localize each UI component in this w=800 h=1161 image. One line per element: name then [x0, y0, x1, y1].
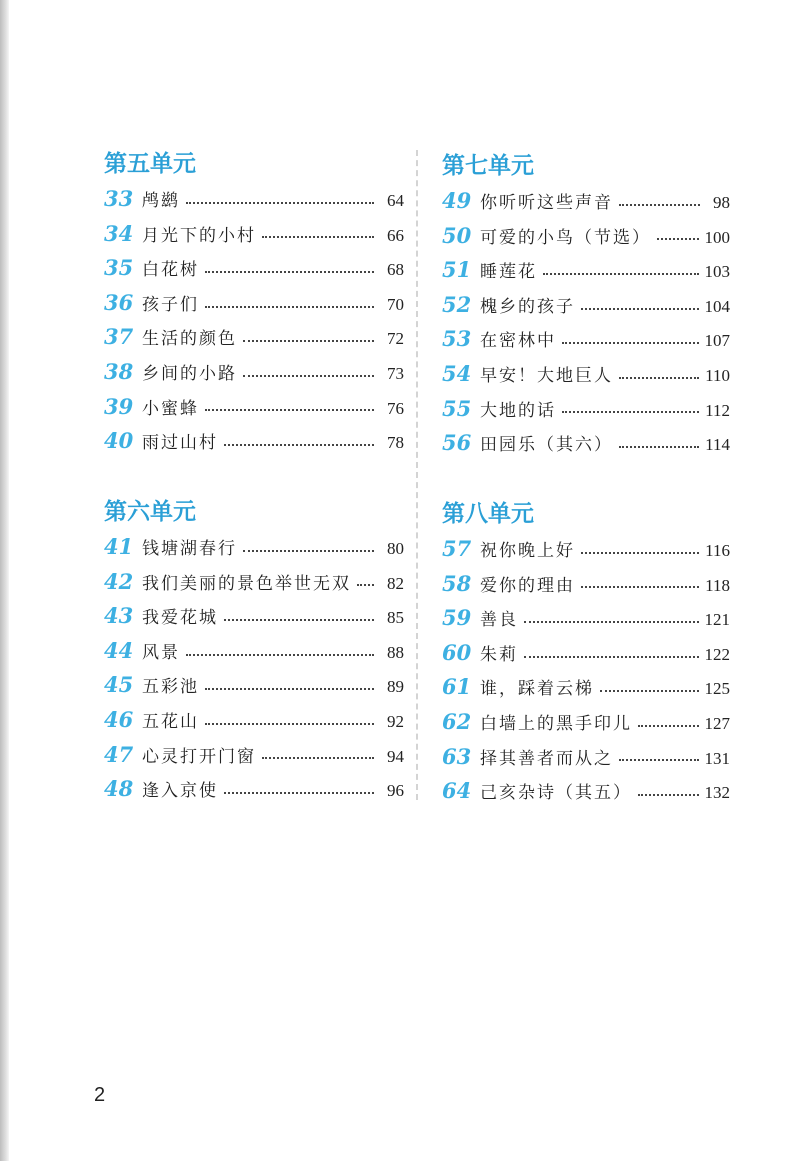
lesson-title: 乡间的小路: [142, 363, 237, 384]
dot-leader: [357, 583, 374, 586]
lesson-list: [442, 184, 730, 461]
dot-leader: [638, 724, 699, 727]
lesson-page: 82: [387, 573, 404, 593]
lesson-title: 善良: [480, 610, 518, 631]
lesson-number: 33: [104, 186, 134, 211]
lesson-title: 白花树: [142, 260, 199, 281]
lesson-title: 生活的颜色: [142, 329, 237, 350]
toc-entry: [442, 774, 730, 809]
toc-entry: [104, 634, 404, 669]
lesson-title: 你听听这些声音: [480, 193, 613, 213]
toc-entry: [104, 217, 404, 252]
lesson-title: 五花山: [142, 711, 199, 732]
lesson-page: 112: [705, 400, 730, 420]
toc-entry: [104, 251, 404, 286]
toc-entry: [104, 668, 404, 703]
lesson-number: 42: [104, 568, 134, 594]
lesson-number: 56: [442, 430, 472, 456]
lesson-number: 49: [442, 188, 472, 213]
lesson-page: 116: [705, 541, 730, 560]
dot-leader: [619, 376, 699, 379]
lesson-title: 田园乐（其六）: [480, 435, 613, 456]
dot-leader: [524, 620, 699, 623]
lesson-page: 92: [387, 711, 404, 731]
lesson-number: 47: [104, 741, 134, 767]
lesson-title: 五彩池: [142, 677, 199, 698]
lesson-number: 55: [442, 395, 472, 421]
lesson-page: 127: [704, 713, 730, 733]
lesson-page: 64: [387, 191, 404, 210]
lesson-title: 我爱花城: [142, 608, 218, 629]
lesson-page: 100: [704, 227, 730, 247]
toc-entry: [442, 357, 730, 392]
lesson-title: 白墙上的黑手印儿: [480, 713, 632, 734]
dot-leader: [619, 203, 700, 206]
dot-leader: [243, 374, 374, 377]
lesson-page: 96: [387, 781, 404, 801]
lesson-number: 60: [442, 639, 472, 665]
dot-leader: [205, 270, 374, 273]
toc-entry: [104, 565, 404, 600]
dot-leader: [657, 237, 699, 240]
dot-leader: [186, 201, 374, 204]
toc-entry: [104, 286, 404, 321]
lesson-page: 68: [387, 260, 404, 280]
lesson-title: 雨过山村: [142, 433, 218, 454]
lesson-title: 逢入京使: [142, 781, 218, 802]
lesson-page: 94: [387, 746, 404, 766]
lesson-title: 爱你的理由: [480, 575, 575, 596]
lesson-number: 38: [104, 358, 134, 384]
unit-title: 第五单元: [104, 151, 196, 177]
toc-entry: [104, 320, 404, 355]
lesson-title: 在密林中: [480, 331, 556, 352]
lesson-page: 131: [704, 748, 730, 768]
toc-entry: [104, 355, 404, 390]
toc-entry: [442, 567, 730, 602]
lesson-number: 37: [104, 324, 134, 350]
lesson-title: 择其善者而从之: [480, 748, 613, 769]
lesson-title: 可爱的小鸟（节选）: [480, 227, 651, 248]
lesson-number: 34: [104, 220, 134, 246]
toc-entry: [442, 740, 730, 775]
dot-leader: [619, 445, 699, 448]
toc-entry: [104, 182, 404, 217]
toc-entry: [442, 322, 730, 357]
lesson-title: 睡莲花: [480, 262, 537, 283]
lesson-number: 43: [104, 603, 134, 629]
lesson-title: 槐乡的孩子: [480, 296, 575, 317]
toc-entry: [104, 738, 404, 773]
lesson-title: 大地的话: [480, 400, 556, 421]
dot-leader: [581, 307, 699, 310]
lesson-number: 36: [104, 289, 134, 315]
unit-7-section: [442, 150, 730, 461]
dot-leader: [243, 339, 374, 342]
lesson-number: 45: [104, 672, 134, 698]
toc-entry: [442, 636, 730, 671]
lesson-list: [442, 532, 730, 809]
lesson-page: 70: [387, 294, 404, 314]
lesson-title: 钱塘湖春行: [142, 539, 237, 559]
lesson-number: 46: [104, 706, 134, 732]
lesson-page: 107: [704, 331, 730, 351]
lesson-page: 104: [704, 296, 730, 316]
lesson-page: 76: [387, 398, 404, 418]
lesson-number: 64: [442, 778, 472, 804]
toc-entry: [442, 288, 730, 323]
dot-leader: [600, 689, 699, 692]
lesson-page: 80: [387, 539, 404, 558]
toc-entry: [104, 530, 404, 565]
dot-leader: [186, 653, 374, 656]
toc-entry: [442, 426, 730, 461]
lesson-page: 118: [705, 575, 730, 595]
dot-leader: [224, 791, 374, 794]
dot-leader: [262, 235, 374, 238]
lesson-title: 己亥杂诗（其五）: [480, 783, 632, 804]
lesson-title: 月光下的小村: [142, 225, 256, 246]
dot-leader: [524, 655, 699, 658]
unit-8-section: [442, 498, 730, 809]
lesson-title: 朱莉: [480, 644, 518, 665]
unit-title: 第八单元: [442, 501, 534, 527]
dot-leader: [581, 551, 699, 554]
lesson-number: 54: [442, 360, 472, 386]
lesson-page: 110: [705, 365, 730, 385]
dot-leader: [562, 341, 699, 344]
lesson-page: 89: [387, 677, 404, 697]
lesson-title: 早安！大地巨人: [480, 365, 613, 386]
column-divider: [416, 150, 418, 800]
toc-entry: [104, 424, 404, 459]
lesson-number: 39: [104, 393, 134, 419]
dot-leader: [581, 585, 699, 588]
dot-leader: [638, 793, 699, 796]
unit-title: 第七单元: [442, 153, 534, 179]
toc-entry: [104, 599, 404, 634]
lesson-page: 103: [704, 262, 730, 282]
dot-leader: [262, 756, 374, 759]
lesson-page: 114: [705, 435, 730, 455]
lesson-page: 66: [387, 225, 404, 245]
lesson-number: 44: [104, 637, 134, 663]
toc-entry: [104, 390, 404, 425]
lesson-number: 40: [104, 428, 134, 454]
lesson-title: 祝你晚上好: [480, 541, 575, 561]
dot-leader: [205, 305, 374, 308]
dot-leader: [205, 687, 374, 690]
lesson-title: 我们美丽的景色举世无双: [142, 573, 351, 594]
lesson-number: 50: [442, 222, 472, 248]
lesson-number: 62: [442, 708, 472, 734]
lesson-title: 鸬鹚: [142, 191, 180, 211]
lesson-title: 孩子们: [142, 294, 199, 315]
toc-entry: [442, 601, 730, 636]
lesson-page: 98: [713, 193, 730, 212]
lesson-number: 58: [442, 570, 472, 596]
dot-leader: [205, 408, 374, 411]
lesson-number: 57: [442, 536, 472, 561]
toc-entry: [104, 703, 404, 738]
lesson-number: 59: [442, 605, 472, 631]
lesson-number: 61: [442, 674, 472, 700]
toc-entry: [442, 532, 730, 567]
lesson-page: 121: [704, 610, 730, 630]
lesson-title: 心灵打开门窗: [142, 746, 256, 767]
dot-leader: [224, 443, 374, 446]
lesson-number: 41: [104, 534, 134, 559]
unit-6-section: [104, 496, 404, 807]
lesson-page: 85: [387, 608, 404, 628]
lesson-number: 48: [104, 776, 134, 802]
toc-entry: [442, 705, 730, 740]
lesson-number: 51: [442, 257, 472, 283]
lesson-list: [104, 530, 404, 807]
dot-leader: [562, 410, 699, 413]
unit-title: 第六单元: [104, 499, 196, 525]
lesson-number: 35: [104, 255, 134, 281]
toc-entry: [104, 772, 404, 807]
dot-leader: [619, 758, 699, 761]
lesson-number: 53: [442, 326, 472, 352]
toc-entry: [442, 184, 730, 219]
lesson-page: 88: [387, 642, 404, 662]
dot-leader: [224, 618, 374, 621]
lesson-page: 122: [704, 644, 730, 664]
lesson-page: 132: [704, 783, 730, 803]
dot-leader: [205, 722, 374, 725]
toc-entry: [442, 392, 730, 427]
lesson-list: [104, 182, 404, 459]
dot-leader: [543, 272, 699, 275]
lesson-number: 52: [442, 291, 472, 317]
lesson-page: 73: [387, 363, 404, 383]
toc-entry: [442, 253, 730, 288]
lesson-page: 72: [387, 329, 404, 349]
lesson-title: 小蜜蜂: [142, 398, 199, 419]
toc-entry: [442, 219, 730, 254]
page-number: 2: [94, 1084, 106, 1106]
dot-leader: [243, 549, 374, 552]
lesson-title: 谁，踩着云梯: [480, 679, 594, 700]
lesson-page: 78: [387, 433, 404, 453]
unit-5-section: [104, 148, 404, 459]
lesson-title: 风景: [142, 642, 180, 663]
book-spine-shadow: [0, 0, 9, 1161]
lesson-page: 125: [704, 679, 730, 699]
lesson-number: 63: [442, 743, 472, 769]
toc-entry: [442, 670, 730, 705]
